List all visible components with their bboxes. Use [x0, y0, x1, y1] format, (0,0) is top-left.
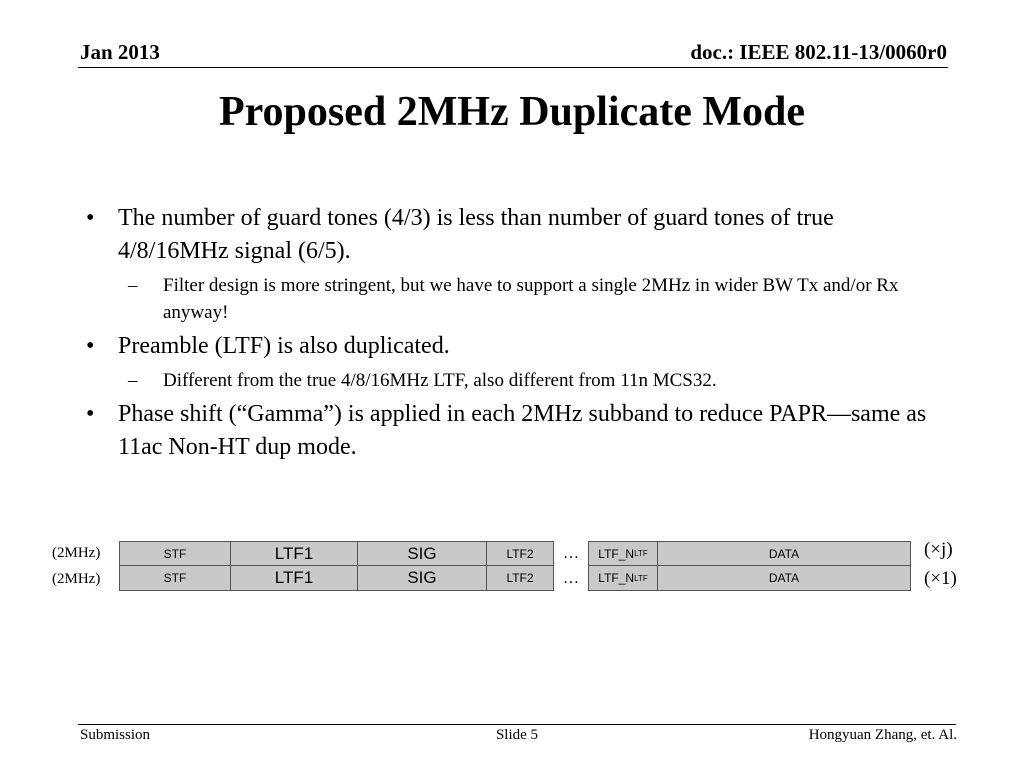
sub-bullet-item: [78, 367, 923, 394]
field-data: DATA: [657, 541, 911, 566]
dash-marker: –: [128, 275, 138, 296]
frame-row-upper: [119, 541, 913, 566]
dash-marker: –: [128, 370, 138, 391]
bullet-text: Preamble (LTF) is also duplicated.: [118, 333, 450, 359]
field-ltf1: LTF1: [230, 541, 358, 566]
footer-submission: Submission: [80, 727, 151, 743]
field-ltf-n-sub: LTF: [634, 549, 648, 558]
phase-factor-lower: (×1): [924, 568, 957, 589]
header-date: Jan 2013: [80, 40, 160, 64]
frame-row-lower: [119, 566, 913, 591]
field-ltf-n-main: LTF_N: [598, 571, 635, 585]
row-bandwidth-label: (2MHz): [52, 571, 101, 587]
bullet-list: [78, 202, 938, 468]
sub-bullet-item: [78, 272, 923, 326]
field-ltf-n: [588, 566, 658, 591]
header-doc-id: doc.: IEEE 802.11-13/0060r0: [690, 40, 947, 64]
bullet-marker: •: [86, 401, 95, 427]
bullet-marker: •: [86, 205, 95, 231]
field-ellipsis: …: [563, 544, 579, 562]
bullet-marker: •: [86, 333, 95, 359]
bullet-item: [78, 330, 938, 363]
field-data: DATA: [657, 566, 911, 591]
field-ltf-n-sub: LTF: [634, 573, 648, 583]
slide-title: Proposed 2MHz Duplicate Mode: [219, 89, 805, 135]
phase-factor-upper: (×j): [924, 539, 953, 560]
header-rule: [78, 67, 948, 68]
sub-bullet-text: Different from the true 4/8/16MHz LTF, also different from 11n MCS32.: [163, 370, 717, 391]
field-ltf2: LTF2: [486, 541, 554, 566]
footer-slide-number: Slide 5: [495, 727, 539, 743]
bullet-item: [78, 398, 938, 464]
field-ellipsis: …: [563, 569, 579, 587]
field-sig: SIG: [357, 541, 487, 566]
field-ltf2: LTF2: [486, 566, 554, 591]
field-sig: SIG: [357, 566, 487, 591]
field-ltf-n: [588, 541, 658, 566]
row-bandwidth-label: (2MHz): [52, 545, 101, 561]
sub-bullet-text: Filter design is more stringent, but we have to support a single 2MHz in wider BW Tx and/or Rx anyway!: [163, 275, 899, 323]
field-ltf1: LTF1: [230, 566, 358, 591]
bullet-text: Phase shift (“Gamma”) is applied in each 2MHz subband to reduce PAPR—same as 11ac Non-HT dup mode.: [118, 401, 927, 460]
footer-author: Hongyuan Zhang, et. Al.: [808, 727, 957, 743]
field-ltf-n-main: LTF_N: [598, 546, 635, 561]
footer-rule: [78, 724, 956, 725]
field-stf: STF: [119, 541, 231, 566]
field-stf: STF: [119, 566, 231, 591]
bullet-text: The number of guard tones (4/3) is less than number of guard tones of true 4/8/16MHz signal (6/5).: [118, 205, 834, 264]
bullet-item: [78, 202, 938, 268]
